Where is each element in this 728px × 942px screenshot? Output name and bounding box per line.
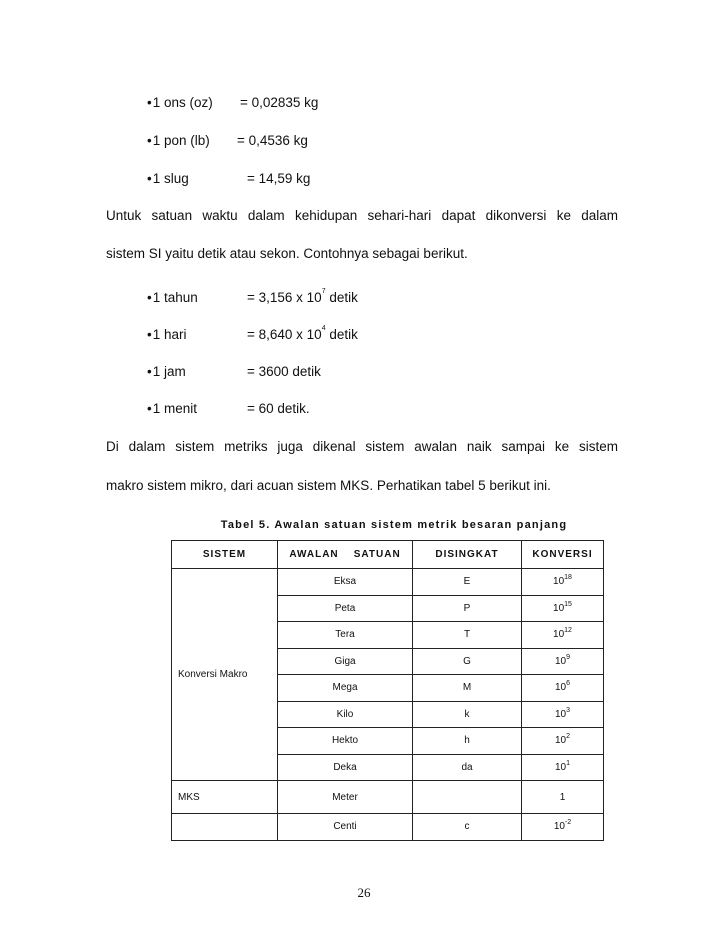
time-label-hari: • 1 hari [147,327,187,342]
mass-value-lb: = 0,4536 kg [237,133,308,148]
table-row [172,814,604,841]
konversi-cell: $10^9$ [522,648,604,675]
singkat-cell: E [413,569,522,596]
konversi-cell: $10^{15}$ [522,595,604,622]
konversi-cell: $10^1$ [522,754,604,781]
singkat-cell: c [413,814,522,841]
time-value-menit: = 60 detik. [247,401,310,416]
awalan-cell: Hekto [278,728,413,755]
awalan-cell: Giga [278,648,413,675]
awalan-cell: Peta [278,595,413,622]
awalan-cell: Tera [278,622,413,649]
paragraph-metric-line2: makro sistem mikro, dari acuan sistem MKS. Perhatikan tabel 5 berikut ini. [106,478,551,493]
awalan-cell: Centi [278,814,413,841]
konversi-cell: 1 [522,781,604,814]
table-caption: Tabel 5. Awalan satuan sistem metrik besaran panjang [220,519,568,531]
prefix-table [171,540,604,841]
time-exp-tahun: 7 [321,288,326,295]
awalan-cell: Eksa [278,569,413,596]
header-awalan-satuan: AWALAN SATUAN [278,541,413,569]
awalan-cell: Deka [278,754,413,781]
sistem-makro-cell [172,569,278,781]
konversi-cell: $10^{18}$ [522,569,604,596]
singkat-cell: k [413,701,522,728]
page-number: 26 [357,885,371,900]
paragraph-time-line1: Untuk satuan waktu dalam kehidupan sehari-hari dapat dikonversi ke dalam [106,208,618,223]
time-label-tahun: • 1 tahun [147,290,198,305]
mass-label-oz: • 1 ons (oz) [147,95,213,110]
konversi-cell: $10^3$ [522,701,604,728]
singkat-cell: da [413,754,522,781]
mass-value-slug: = 14,59 kg [247,171,311,186]
konversi-cell: $10^6$ [522,675,604,702]
singkat-cell: T [413,622,522,649]
singkat-cell [413,781,522,814]
singkat-cell: G [413,648,522,675]
paragraph-metric-line1: Di dalam sistem metriks juga dikenal sistem awalan naik sampai ke sistem [106,439,618,454]
header-sistem: SISTEM [172,541,278,569]
mass-label-lb: • 1 pon (lb) [147,133,210,148]
header-konversi: KONVERSI [522,541,604,569]
konversi-cell: $10^2$ [522,728,604,755]
time-label-jam: • 1 jam [147,364,186,379]
paragraph-time-line2: sistem SI yaitu detik atau sekon. Contohnya sebagai berikut. [106,246,468,261]
time-exp-hari: 4 [321,325,326,332]
time-value-hari: = 8,640 x $10^4$ detik [247,325,358,342]
mass-value-oz: = 0,02835 kg [240,95,319,110]
header-disingkat: DISINGKAT [413,541,522,569]
konversi-cell: $10^{-2}$ [522,814,604,841]
konversi-cell: $10^{12}$ [522,622,604,649]
time-value-jam: = 3600 detik [247,364,321,379]
awalan-cell: Kilo [278,701,413,728]
singkat-cell: M [413,675,522,702]
mass-label-slug: • 1 slug [147,171,189,186]
singkat-cell: P [413,595,522,622]
awalan-cell: Mega [278,675,413,702]
table-header-row [172,541,604,569]
table-row [172,569,604,596]
time-label-menit: • 1 menit [147,401,197,416]
table-row [172,781,604,814]
time-value-tahun: = 3,156 x $10^7$ detik [247,288,358,305]
awalan-cell: Meter [278,781,413,814]
sistem-mks-cell: MKS [172,781,278,814]
sistem-cell [172,814,278,841]
sistem-makro-label: Konversi Makro [178,669,248,680]
singkat-cell: h [413,728,522,755]
